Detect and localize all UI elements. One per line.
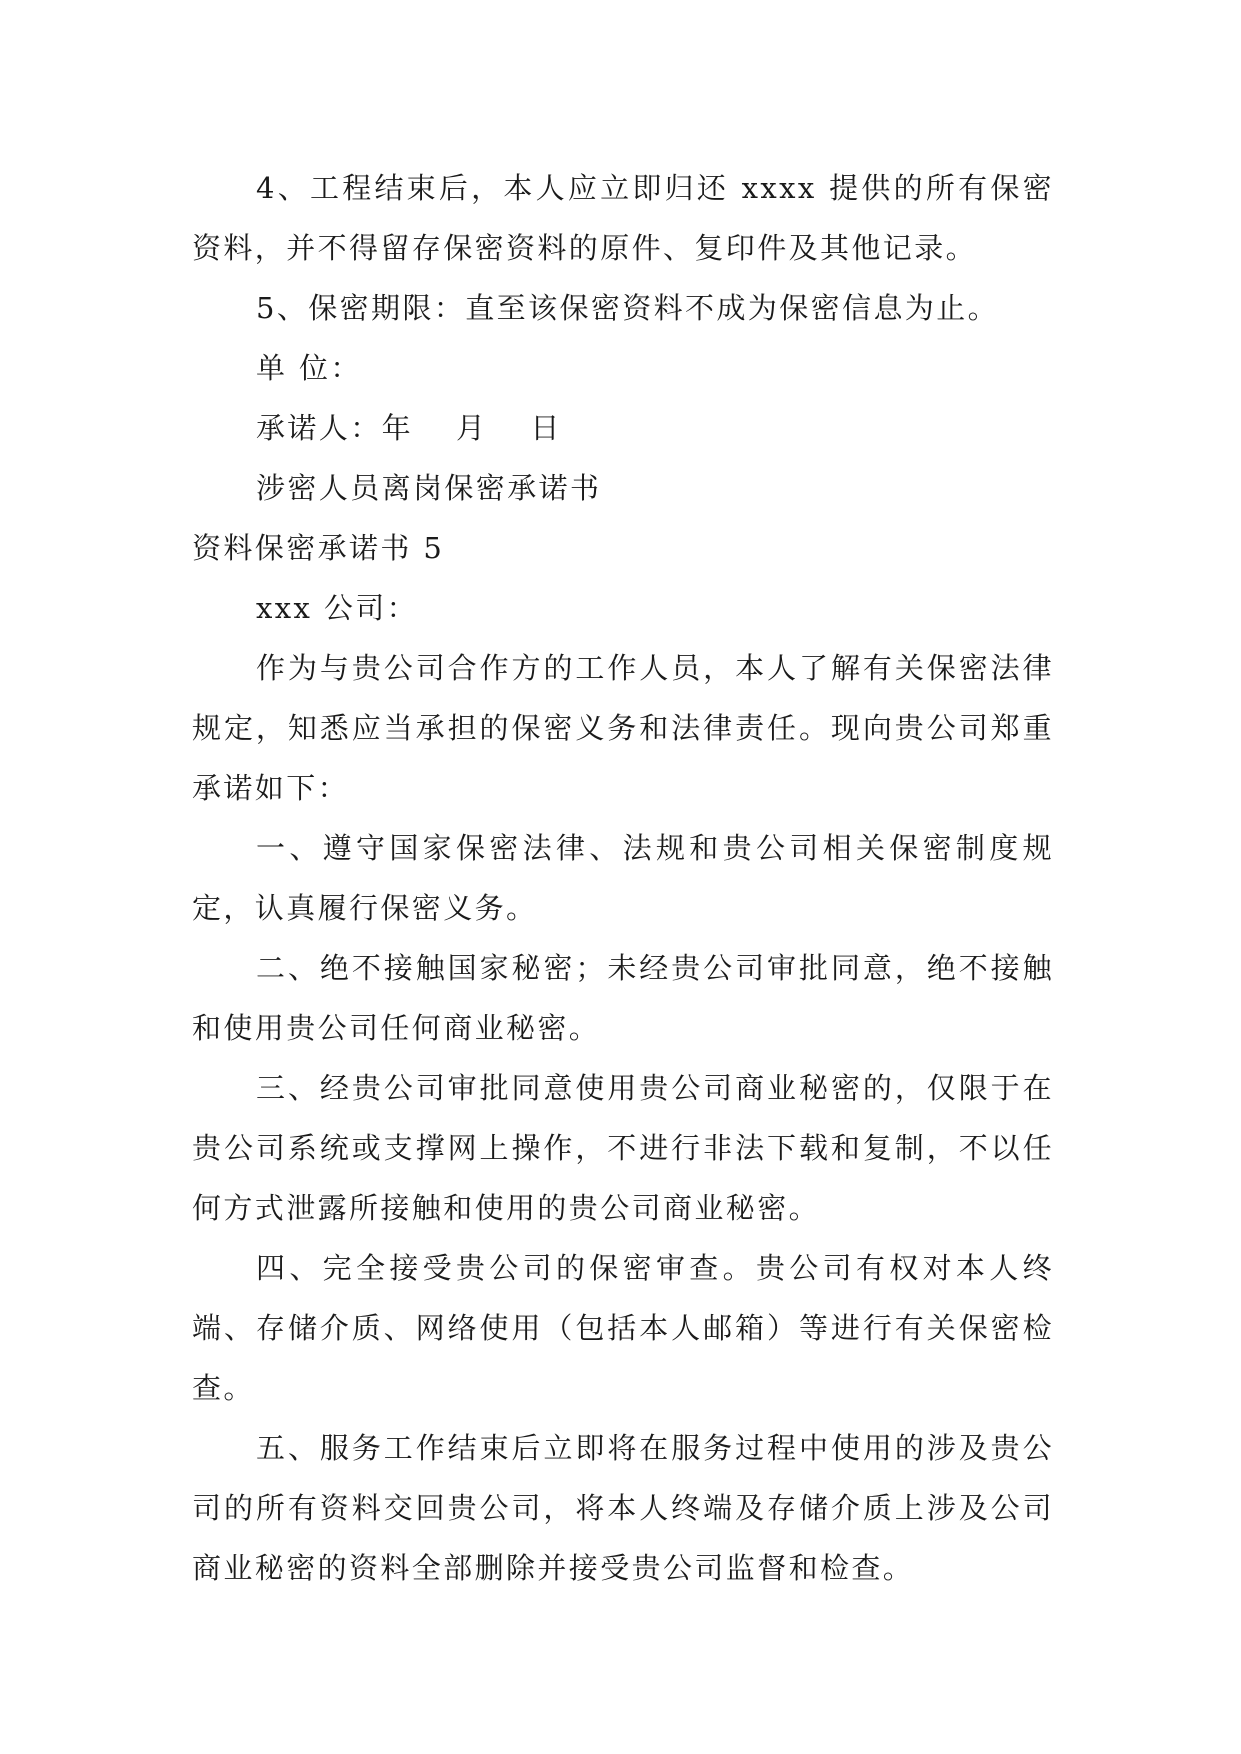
salutation: xxx 公司： [256,591,419,625]
clause-five: 五、服务工作结束后立即将在服务过程中使用的涉及贵公司的所有资料交回贵公司，将本人终端及存储介质上涉及公司商业秘密的资料全部删除并接受贵公司监督和检查。 [192,1431,1054,1585]
clause-four: 四、完全接受贵公司的保密审查。贵公司有权对本人终端、存储介质、网络使用（包括本人邮箱）等进行有关保密检查。 [192,1251,1054,1405]
unit-line: 单 位： [256,351,362,385]
document-body [192,158,1054,1598]
promisor-date-line: 承诺人：年 月 日 [256,411,562,445]
paragraph-intro: 作为与贵公司合作方的工作人员，本人了解有关保密法律规定，知悉应当承担的保密义务和法律责任。现向贵公司郑重承诺如下： [192,651,1054,805]
clause-three: 三、经贵公司审批同意使用贵公司商业秘密的，仅限于在贵公司系统或支撑网上操作，不进行非法下载和复制，不以任何方式泄露所接触和使用的贵公司商业秘密。 [192,1071,1054,1225]
document-title: 资料保密承诺书 5 [192,531,445,565]
paragraph-return-materials: 4、工程结束后，本人应立即归还 xxxx 提供的所有保密资料，并不得留存保密资料的原件、复印件及其他记录。 [192,171,1054,265]
paragraph-confidentiality-period: 5、保密期限：直至该保密资料不成为保密信息为止。 [256,291,1000,325]
section-heading-resignation: 涉密人员离岗保密承诺书 [256,471,602,505]
clause-two: 二、绝不接触国家秘密；未经贵公司审批同意，绝不接触和使用贵公司任何商业秘密。 [192,951,1054,1045]
clause-one: 一、遵守国家保密法律、法规和贵公司相关保密制度规定，认真履行保密义务。 [192,831,1054,925]
